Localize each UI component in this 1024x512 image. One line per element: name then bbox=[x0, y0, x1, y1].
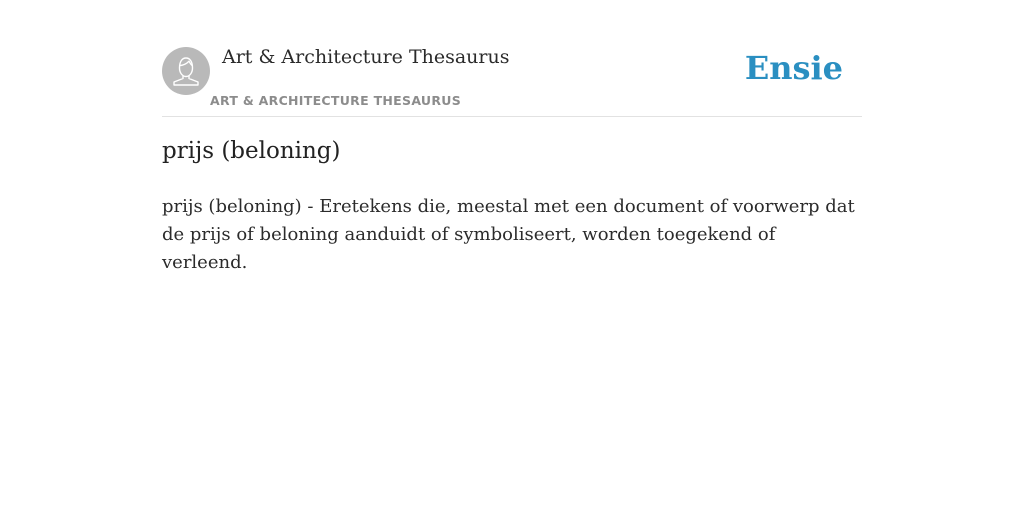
user-silhouette-icon bbox=[162, 47, 210, 95]
author-subtitle[interactable]: ART & ARCHITECTURE THESAURUS bbox=[210, 93, 462, 108]
brand-logo[interactable]: Ensie bbox=[744, 49, 843, 87]
page bbox=[162, 0, 862, 273]
header bbox=[162, 0, 862, 117]
entry-title: prijs (beloning) bbox=[162, 138, 341, 164]
avatar[interactable] bbox=[162, 47, 210, 95]
entry-description: prijs (beloning) - Eretekens die, meestal met een document of voorwerp dat de prijs of beloning aanduidt of symboliseert, worden toegekend of verleend. bbox=[162, 196, 855, 273]
author-name[interactable]: Art & Architecture Thesaurus bbox=[222, 46, 510, 68]
